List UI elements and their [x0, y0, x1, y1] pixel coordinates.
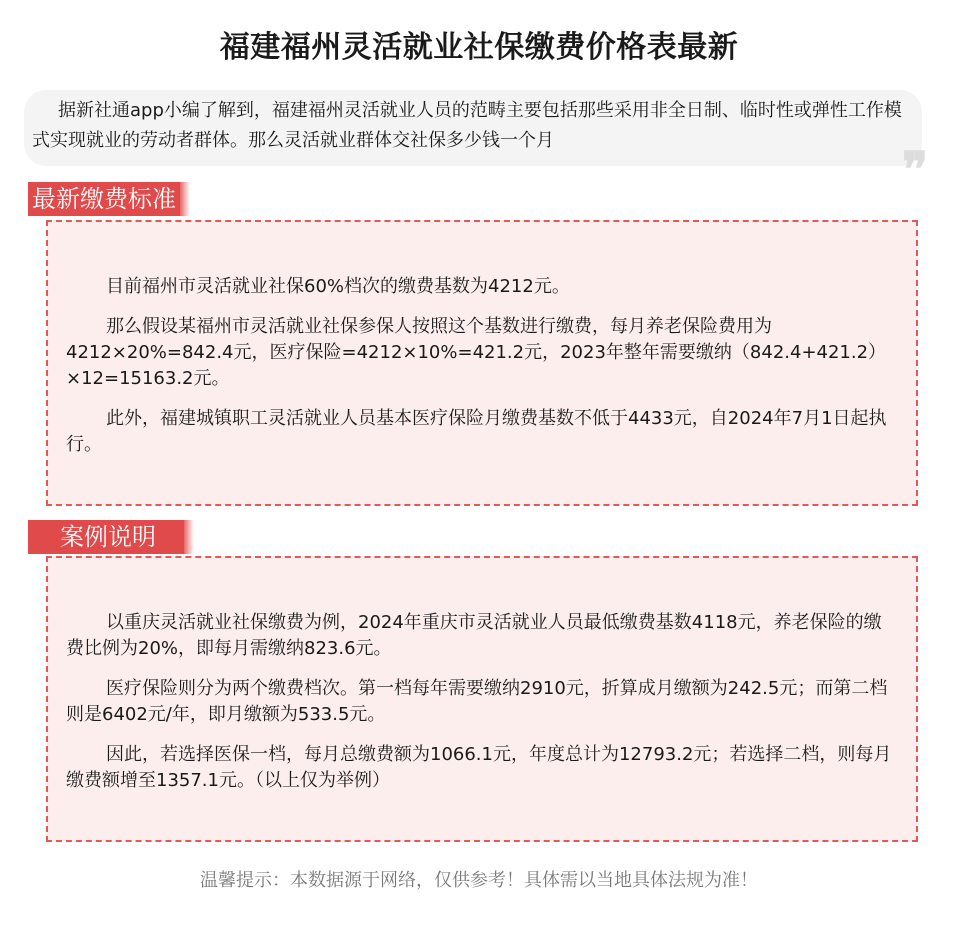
- page-title: 福建福州灵活就业社保缴费价格表最新: [219, 30, 739, 65]
- section-box-standard: [46, 220, 918, 506]
- paragraph: 那么假设某福州市灵活就业社保参保人按照这个基数进行缴费，每月养老保险费用为4212×20%=842.4元，医疗保险=4212×10%=421.2元，2023年整年需要缴纳（842.4+421.2）×12=15163.2元。: [66, 316, 887, 389]
- paragraph: 目前福州市灵活就业社保60%档次的缴费基数为4212元。: [106, 276, 570, 297]
- paragraph: 医疗保险则分为两个缴费档次。第一档每年需要缴纳2910元，折算成月缴额为242.5元；而第二档则是6402元/年，即月缴额为533.5元。: [66, 678, 888, 725]
- section-label-standard: 最新缴费标准: [28, 182, 180, 216]
- paragraph: 此外，福建城镇职工灵活就业人员基本医疗保险月缴费基数不低于4433元，自2024年7月1日起执行。: [66, 408, 887, 455]
- footer-note: 温馨提示：本数据源于网络，仅供参考！具体需以当地具体法规为准！: [200, 870, 758, 891]
- intro-text: 据新社通app小编了解到，福建福州灵活就业人员的范畴主要包括那些采用非全日制、临时性或弹性工作模式实现就业的劳动者群体。那么灵活就业群体交社保多少钱一个月: [32, 100, 902, 151]
- paragraph: 因此，若选择医保一档，每月总缴费额为1066.1元，年度总计为12793.2元；若选择二档，则每月缴费额增至1357.1元。（以上仅为举例）: [66, 744, 892, 791]
- quote-mark-icon: ❞: [902, 142, 928, 198]
- paragraph: 以重庆灵活就业社保缴费为例，2024年重庆市灵活就业人员最低缴费基数4118元，养老保险的缴费比例为20%，即每月需缴纳823.6元。: [66, 612, 882, 659]
- section-label-case: 案例说明: [28, 520, 184, 554]
- section-box-case: [46, 556, 918, 842]
- intro-block: [24, 90, 922, 166]
